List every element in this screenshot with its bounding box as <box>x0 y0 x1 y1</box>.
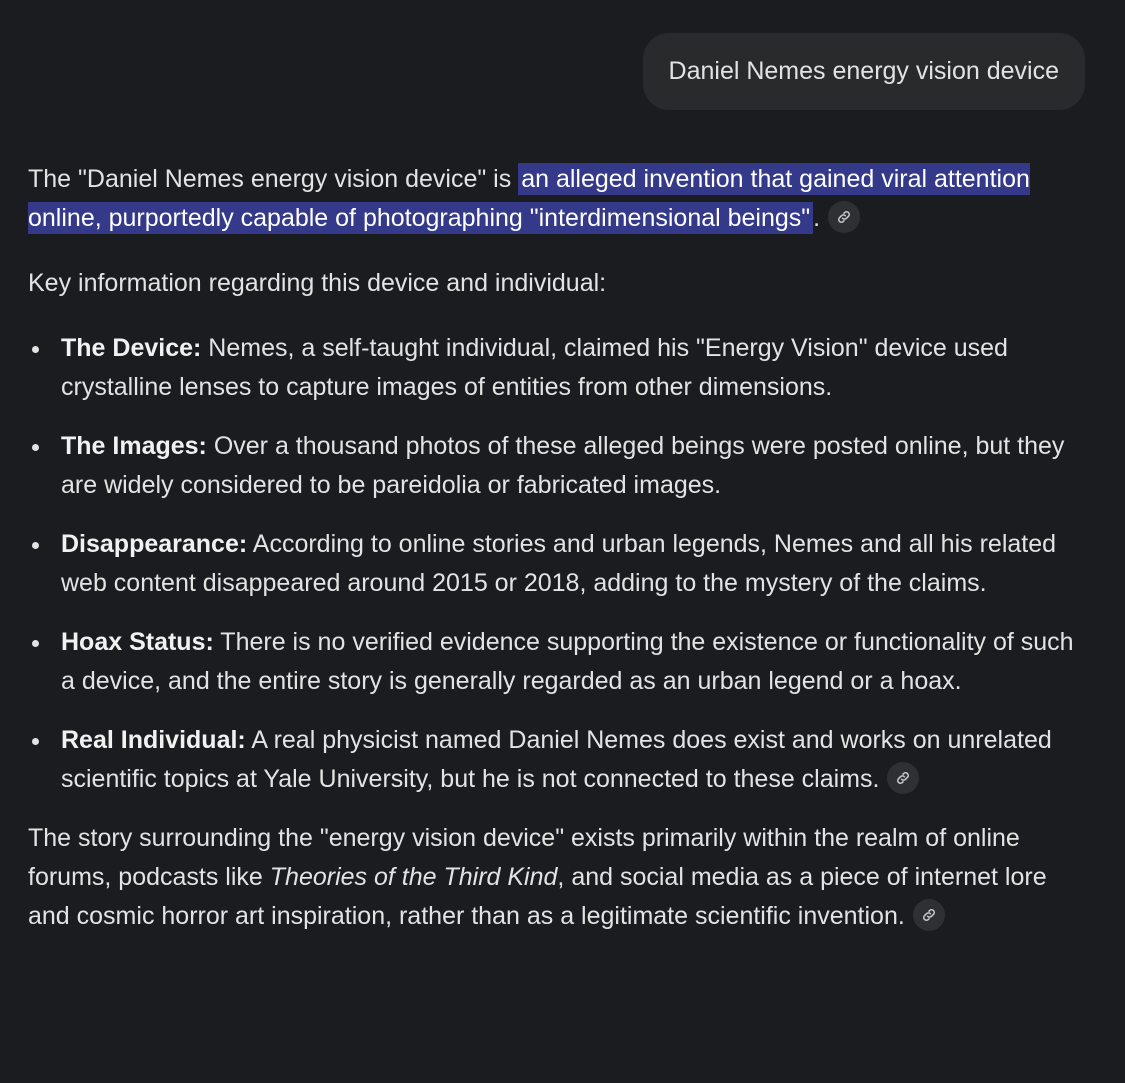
link-icon <box>836 209 852 225</box>
source-link-button[interactable] <box>887 762 919 794</box>
list-item <box>28 329 1093 407</box>
item-text: Nemes, a self-taught individual, claimed his "Energy Vision" device used crystalline lenses to capture images of entities from other dimensions. <box>61 334 1008 401</box>
intro-highlight: an alleged invention that gained viral attention online, purportedly capable of photographing "interdimensional beings" <box>28 165 1030 232</box>
intro-text-before: The "Daniel Nemes energy vision device" is <box>28 165 519 193</box>
item-term: Real Individual: <box>61 726 246 754</box>
podcast-title: Theories of the Third Kind <box>269 863 558 891</box>
list-item <box>28 427 1093 505</box>
item-term: Disappearance: <box>61 530 248 558</box>
link-icon <box>895 770 911 786</box>
item-text: Over a thousand photos of these alleged beings were posted online, but they are widely considered to be pareidolia or fabricated images. <box>61 432 1065 499</box>
source-link-button[interactable] <box>828 201 860 233</box>
user-query-text: Daniel Nemes energy vision device <box>668 57 1059 85</box>
item-text: A real physicist named Daniel Nemes does exist and works on unrelated scientific topics at Yale University, but he is not connected to these claims. <box>61 726 1052 793</box>
user-query-bubble <box>643 33 1085 110</box>
item-term: The Images: <box>61 432 207 460</box>
intro-text-after: . <box>813 204 821 232</box>
ai-answer <box>28 160 1093 936</box>
list-item <box>28 623 1093 701</box>
key-info-heading: Key information regarding this device and individual: <box>28 269 607 297</box>
item-term: Hoax Status: <box>61 628 214 656</box>
list-item <box>28 721 1093 799</box>
link-icon <box>921 907 937 923</box>
item-text: According to online stories and urban legends, Nemes and all his related web content disappeared around 2015 or 2018, adding to the mystery of the claims. <box>61 530 1057 597</box>
conclusion-text-after: , and social media as a piece of internet lore and cosmic horror art inspiration, rather than as a legitimate scientific invention. <box>28 863 1047 930</box>
conclusion-text-before: The story surrounding the "energy vision device" exists primarily within the realm of online forums, podcasts like <box>28 824 1020 891</box>
intro-paragraph <box>28 160 1093 238</box>
conclusion-paragraph <box>28 819 1093 936</box>
item-term: The Device: <box>61 334 202 362</box>
item-text: There is no verified evidence supporting the existence or functionality of such a device, and the entire story is generally regarded as an urban legend or a hoax. <box>61 628 1074 695</box>
source-link-button[interactable] <box>913 899 945 931</box>
list-item <box>28 525 1093 603</box>
key-info-list <box>28 329 1093 799</box>
